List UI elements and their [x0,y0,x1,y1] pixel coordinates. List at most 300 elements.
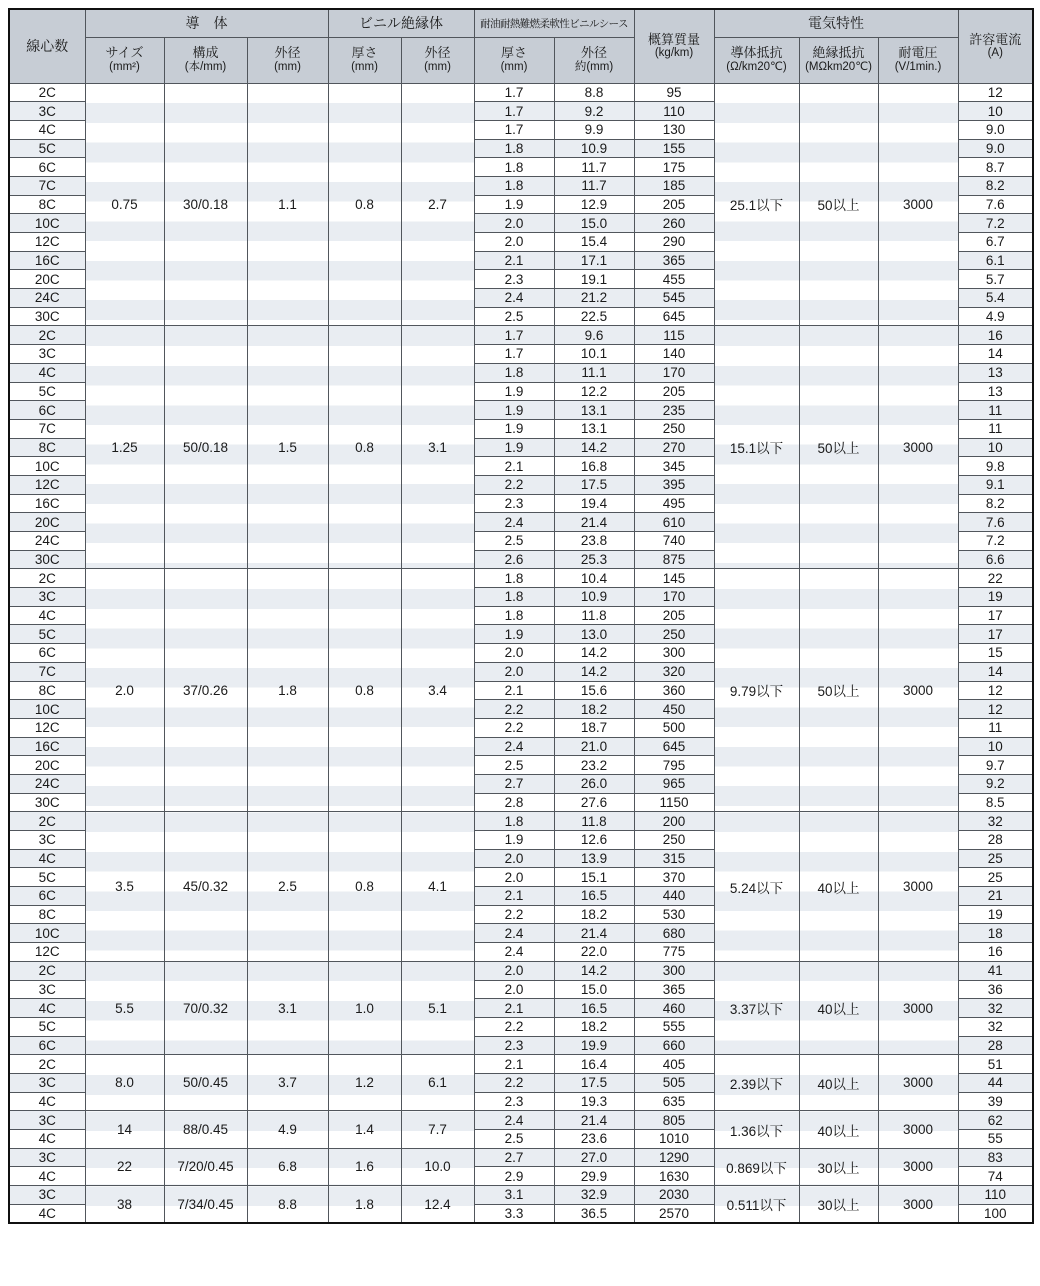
cores-cell: 10C [9,700,85,719]
sheath-od-cell: 17.5 [554,1073,634,1092]
sheath-od-cell: 8.8 [554,83,634,102]
cores-cell: 8C [9,681,85,700]
current-cell: 36 [958,980,1033,999]
header-insulation-thickness [328,37,401,83]
current-cell: 18 [958,924,1033,943]
current-cell: 62 [958,1111,1033,1130]
sheath-od-cell: 9.2 [554,102,634,121]
sheath-thickness-cell: 1.8 [474,158,554,177]
table-row [9,326,1033,345]
mass-cell: 460 [634,999,714,1018]
sheath-thickness-cell: 1.8 [474,569,554,588]
conductor-od-cell: 8.8 [247,1186,328,1223]
insulation-od-cell: 3.4 [401,569,474,812]
current-cell: 16 [958,943,1033,962]
mass-cell: 110 [634,102,714,121]
conductor-strand-cell: 30/0.18 [164,83,247,326]
cores-cell: 30C [9,550,85,569]
mass-cell: 345 [634,457,714,476]
current-cell: 19 [958,588,1033,607]
cores-cell: 6C [9,887,85,906]
current-cell: 25 [958,849,1033,868]
cores-cell: 8C [9,195,85,214]
insulation-thickness-cell: 0.8 [328,326,401,569]
sheath-thickness-cell: 1.7 [474,345,554,364]
cores-cell: 4C [9,1204,85,1223]
current-cell: 22 [958,569,1033,588]
sheath-od-cell: 19.1 [554,270,634,289]
current-cell: 9.1 [958,475,1033,494]
table-row [9,1148,1033,1167]
withstand-voltage-cell: 3000 [878,1111,958,1148]
cores-cell: 4C [9,606,85,625]
insulation-resistance-cell: 40以上 [799,812,878,962]
conductor-resistance-cell: 0.869以下 [714,1148,799,1185]
current-cell: 4.9 [958,307,1033,326]
conductor-resistance-cell: 0.511以下 [714,1186,799,1223]
sheath-thickness-cell: 2.0 [474,233,554,252]
mass-cell: 2030 [634,1186,714,1205]
conductor-od-cell: 6.8 [247,1148,328,1185]
sheath-thickness-cell: 2.4 [474,943,554,962]
withstand-voltage-cell: 3000 [878,569,958,812]
current-cell: 28 [958,831,1033,850]
sheath-thickness-cell: 2.4 [474,289,554,308]
current-cell: 13 [958,382,1033,401]
sheath-od-cell: 14.2 [554,961,634,980]
insulation-od-cell: 2.7 [401,83,474,326]
sheath-thickness-cell: 1.8 [474,812,554,831]
header-sheath-od-unit: 約(mm) [574,60,614,73]
header-conductor-od [247,37,328,83]
header-conductor-size-label: サイズ [105,45,144,61]
current-cell: 17 [958,625,1033,644]
mass-cell: 155 [634,139,714,158]
mass-cell: 205 [634,382,714,401]
sheath-od-cell: 18.2 [554,700,634,719]
current-cell: 17 [958,606,1033,625]
sheath-od-cell: 16.5 [554,887,634,906]
current-cell: 9.2 [958,774,1033,793]
sheath-thickness-cell: 2.1 [474,457,554,476]
insulation-thickness-cell: 1.4 [328,1111,401,1148]
sheath-thickness-cell: 2.5 [474,307,554,326]
mass-cell: 270 [634,438,714,457]
sheath-thickness-cell: 2.5 [474,1130,554,1149]
conductor-strand-cell: 45/0.32 [164,812,247,962]
insulation-thickness-cell: 1.6 [328,1148,401,1185]
current-cell: 39 [958,1092,1033,1111]
sheath-od-cell: 27.0 [554,1148,634,1167]
header-row-groups [9,9,1033,37]
current-cell: 55 [958,1130,1033,1149]
header-conductor-resistance [714,37,799,83]
sheath-od-cell: 10.4 [554,569,634,588]
table-row [9,812,1033,831]
conductor-resistance-cell: 5.24以下 [714,812,799,962]
sheath-thickness-cell: 2.0 [474,868,554,887]
sheath-thickness-cell: 1.8 [474,176,554,195]
table-row [9,1055,1033,1074]
mass-cell: 250 [634,831,714,850]
sheath-thickness-cell: 1.7 [474,120,554,139]
header-insulation-od-label: 外径 [424,45,451,61]
conductor-size-cell: 38 [85,1186,164,1223]
header-conductor-strand-unit: (本/mm) [184,60,227,73]
conductor-od-cell: 2.5 [247,812,328,962]
sheath-od-cell: 15.1 [554,868,634,887]
mass-cell: 1010 [634,1130,714,1149]
cores-cell: 6C [9,644,85,663]
header-withstand-voltage-label: 耐電圧 [898,45,938,61]
sheath-od-cell: 11.7 [554,158,634,177]
current-cell: 32 [958,812,1033,831]
header-electrical-group: 電気特性 [714,9,958,37]
mass-cell: 660 [634,1036,714,1055]
current-cell: 11 [958,401,1033,420]
sheath-thickness-cell: 2.9 [474,1167,554,1186]
current-cell: 74 [958,1167,1033,1186]
header-sheath-thickness-unit: (mm) [500,60,528,73]
current-cell: 14 [958,345,1033,364]
withstand-voltage-cell: 3000 [878,326,958,569]
cable-spec-table [8,8,1034,1224]
cores-cell: 6C [9,158,85,177]
conductor-strand-cell: 88/0.45 [164,1111,247,1148]
sheath-thickness-cell: 2.0 [474,961,554,980]
mass-cell: 170 [634,363,714,382]
sheath-od-cell: 15.0 [554,980,634,999]
conductor-resistance-cell: 2.39以下 [714,1055,799,1111]
conductor-size-cell: 2.0 [85,569,164,812]
mass-cell: 365 [634,980,714,999]
conductor-strand-cell: 50/0.45 [164,1055,247,1111]
header-insulation-resistance-unit: (MΩkm20℃) [805,60,872,73]
sheath-thickness-cell: 2.2 [474,905,554,924]
mass-cell: 140 [634,345,714,364]
current-cell: 32 [958,999,1033,1018]
table-row [9,569,1033,588]
sheath-od-cell: 23.8 [554,532,634,551]
sheath-thickness-cell: 2.3 [474,270,554,289]
mass-cell: 610 [634,513,714,532]
mass-cell: 290 [634,233,714,252]
sheath-thickness-cell: 2.1 [474,999,554,1018]
cores-cell: 2C [9,83,85,102]
conductor-size-cell: 1.25 [85,326,164,569]
mass-cell: 795 [634,756,714,775]
sheath-thickness-cell: 2.2 [474,1073,554,1092]
cores-cell: 3C [9,102,85,121]
current-cell: 8.7 [958,158,1033,177]
current-cell: 11 [958,718,1033,737]
sheath-od-cell: 26.0 [554,774,634,793]
sheath-od-cell: 10.1 [554,345,634,364]
cores-cell: 8C [9,905,85,924]
table-body [9,83,1033,1223]
sheath-od-cell: 21.4 [554,513,634,532]
cores-cell: 20C [9,270,85,289]
header-conductor-od-unit: (mm) [274,60,301,73]
mass-cell: 545 [634,289,714,308]
sheath-thickness-cell: 1.7 [474,326,554,345]
cores-cell: 12C [9,475,85,494]
mass-cell: 965 [634,774,714,793]
current-cell: 14 [958,662,1033,681]
header-mass-unit: (kg/km) [654,47,694,60]
current-cell: 11 [958,419,1033,438]
header-current [958,9,1033,83]
conductor-size-cell: 0.75 [85,83,164,326]
cores-cell: 24C [9,532,85,551]
header-insulation-thickness-label: 厚さ [351,45,378,61]
cores-cell: 30C [9,307,85,326]
sheath-od-cell: 16.8 [554,457,634,476]
header-conductor-strand-label: 構成 [192,45,219,61]
withstand-voltage-cell: 3000 [878,1186,958,1223]
current-cell: 8.2 [958,494,1033,513]
mass-cell: 500 [634,718,714,737]
current-cell: 13 [958,363,1033,382]
header-mass [634,9,714,83]
cores-cell: 8C [9,438,85,457]
conductor-resistance-cell: 3.37以下 [714,961,799,1054]
cores-cell: 5C [9,382,85,401]
insulation-thickness-cell: 0.8 [328,83,401,326]
current-cell: 10 [958,102,1033,121]
sheath-thickness-cell: 2.0 [474,849,554,868]
cores-cell: 16C [9,251,85,270]
cores-cell: 3C [9,345,85,364]
sheath-od-cell: 16.4 [554,1055,634,1074]
conductor-resistance-cell: 15.1以下 [714,326,799,569]
insulation-resistance-cell: 40以上 [799,961,878,1054]
header-conductor-resistance-unit: (Ω/km20℃) [726,60,787,73]
table-header [9,9,1033,83]
mass-cell: 205 [634,606,714,625]
cores-cell: 20C [9,513,85,532]
mass-cell: 360 [634,681,714,700]
current-cell: 6.7 [958,233,1033,252]
cores-cell: 3C [9,1073,85,1092]
sheath-thickness-cell: 2.1 [474,251,554,270]
mass-cell: 205 [634,195,714,214]
conductor-od-cell: 1.1 [247,83,328,326]
sheath-thickness-cell: 2.3 [474,1036,554,1055]
insulation-resistance-cell: 50以上 [799,569,878,812]
mass-cell: 170 [634,588,714,607]
header-current-unit: (A) [987,47,1003,60]
sheath-thickness-cell: 2.0 [474,644,554,663]
cores-cell: 12C [9,233,85,252]
sheath-thickness-cell: 2.4 [474,513,554,532]
cores-cell: 2C [9,961,85,980]
header-insulation-resistance-label: 絶縁抵抗 [812,45,865,61]
sheath-thickness-cell: 2.1 [474,887,554,906]
sheath-thickness-cell: 3.1 [474,1186,554,1205]
sheath-od-cell: 12.9 [554,195,634,214]
mass-cell: 260 [634,214,714,233]
sheath-od-cell: 25.3 [554,550,634,569]
current-cell: 7.6 [958,513,1033,532]
sheath-od-cell: 17.5 [554,475,634,494]
mass-cell: 2570 [634,1204,714,1223]
mass-cell: 505 [634,1073,714,1092]
current-cell: 7.6 [958,195,1033,214]
sheath-od-cell: 13.0 [554,625,634,644]
header-sheath-thickness-label: 厚さ [501,45,528,61]
sheath-od-cell: 10.9 [554,139,634,158]
cores-cell: 4C [9,849,85,868]
mass-cell: 555 [634,1017,714,1036]
cores-cell: 4C [9,999,85,1018]
mass-cell: 645 [634,737,714,756]
cores-cell: 4C [9,363,85,382]
insulation-thickness-cell: 1.8 [328,1186,401,1223]
current-cell: 9.8 [958,457,1033,476]
conductor-od-cell: 3.1 [247,961,328,1054]
current-cell: 15 [958,644,1033,663]
mass-cell: 495 [634,494,714,513]
current-cell: 21 [958,887,1033,906]
current-cell: 25 [958,868,1033,887]
current-cell: 5.4 [958,289,1033,308]
cores-cell: 2C [9,812,85,831]
sheath-od-cell: 9.6 [554,326,634,345]
cores-cell: 7C [9,419,85,438]
cores-cell: 12C [9,718,85,737]
sheath-od-cell: 27.6 [554,793,634,812]
cores-cell: 5C [9,625,85,644]
sheath-od-cell: 21.4 [554,924,634,943]
mass-cell: 405 [634,1055,714,1074]
sheath-od-cell: 11.8 [554,606,634,625]
sheath-od-cell: 11.1 [554,363,634,382]
conductor-strand-cell: 7/20/0.45 [164,1148,247,1185]
cores-cell: 30C [9,793,85,812]
cores-cell: 3C [9,980,85,999]
cores-cell: 16C [9,494,85,513]
current-cell: 51 [958,1055,1033,1074]
mass-cell: 300 [634,644,714,663]
current-cell: 6.1 [958,251,1033,270]
sheath-od-cell: 13.1 [554,419,634,438]
conductor-resistance-cell: 25.1以下 [714,83,799,326]
sheath-od-cell: 23.2 [554,756,634,775]
mass-cell: 440 [634,887,714,906]
sheath-od-cell: 18.7 [554,718,634,737]
sheath-od-cell: 15.0 [554,214,634,233]
cores-cell: 10C [9,924,85,943]
withstand-voltage-cell: 3000 [878,1055,958,1111]
conductor-size-cell: 22 [85,1148,164,1185]
insulation-od-cell: 3.1 [401,326,474,569]
mass-cell: 115 [634,326,714,345]
cores-cell: 2C [9,326,85,345]
insulation-resistance-cell: 30以上 [799,1186,878,1223]
sheath-od-cell: 22.0 [554,943,634,962]
cores-cell: 7C [9,176,85,195]
table-row [9,83,1033,102]
cores-cell: 3C [9,1186,85,1205]
sheath-od-cell: 17.1 [554,251,634,270]
sheath-od-cell: 12.6 [554,831,634,850]
current-cell: 16 [958,326,1033,345]
header-sheath-od [554,37,634,83]
sheath-od-cell: 18.2 [554,905,634,924]
conductor-size-cell: 3.5 [85,812,164,962]
header-conductor-od-label: 外径 [274,45,301,61]
sheath-od-cell: 14.2 [554,438,634,457]
sheath-thickness-cell: 1.9 [474,625,554,644]
mass-cell: 365 [634,251,714,270]
sheath-od-cell: 21.0 [554,737,634,756]
conductor-strand-cell: 70/0.32 [164,961,247,1054]
conductor-resistance-cell: 1.36以下 [714,1111,799,1148]
conductor-strand-cell: 7/34/0.45 [164,1186,247,1223]
current-cell: 8.5 [958,793,1033,812]
cores-cell: 4C [9,1130,85,1149]
sheath-thickness-cell: 2.0 [474,214,554,233]
cores-cell: 4C [9,120,85,139]
sheath-od-cell: 32.9 [554,1186,634,1205]
sheath-thickness-cell: 2.4 [474,924,554,943]
header-conductor-group: 導 体 [85,9,328,37]
sheath-thickness-cell: 2.3 [474,1092,554,1111]
current-cell: 83 [958,1148,1033,1167]
mass-cell: 740 [634,532,714,551]
sheath-od-cell: 36.5 [554,1204,634,1223]
insulation-thickness-cell: 1.0 [328,961,401,1054]
current-cell: 110 [958,1186,1033,1205]
sheath-thickness-cell: 2.4 [474,1111,554,1130]
insulation-resistance-cell: 30以上 [799,1148,878,1185]
cores-cell: 3C [9,1148,85,1167]
mass-cell: 455 [634,270,714,289]
mass-cell: 200 [634,812,714,831]
cores-cell: 12C [9,943,85,962]
mass-cell: 320 [634,662,714,681]
withstand-voltage-cell: 3000 [878,812,958,962]
header-sheath-od-label: 外径 [581,45,608,61]
mass-cell: 175 [634,158,714,177]
insulation-resistance-cell: 50以上 [799,83,878,326]
insulation-od-cell: 12.4 [401,1186,474,1223]
table-row [9,1186,1033,1205]
sheath-thickness-cell: 1.9 [474,195,554,214]
current-cell: 8.2 [958,176,1033,195]
cores-cell: 6C [9,1036,85,1055]
cores-cell: 3C [9,588,85,607]
current-cell: 32 [958,1017,1033,1036]
sheath-od-cell: 19.4 [554,494,634,513]
current-cell: 28 [958,1036,1033,1055]
header-current-label: 許容電流 [969,31,1022,47]
sheath-thickness-cell: 1.8 [474,363,554,382]
header-cores: 線心数 [9,9,85,83]
mass-cell: 185 [634,176,714,195]
sheath-od-cell: 21.4 [554,1111,634,1130]
sheath-od-cell: 23.6 [554,1130,634,1149]
current-cell: 7.2 [958,214,1033,233]
mass-cell: 450 [634,700,714,719]
header-sheath-group: 耐油耐熱難燃柔軟性ビニルシース [474,9,634,37]
header-withstand-voltage-unit: (V/1min.) [894,60,942,73]
current-cell: 19 [958,905,1033,924]
sheath-thickness-cell: 2.6 [474,550,554,569]
sheath-thickness-cell: 1.9 [474,382,554,401]
current-cell: 10 [958,438,1033,457]
